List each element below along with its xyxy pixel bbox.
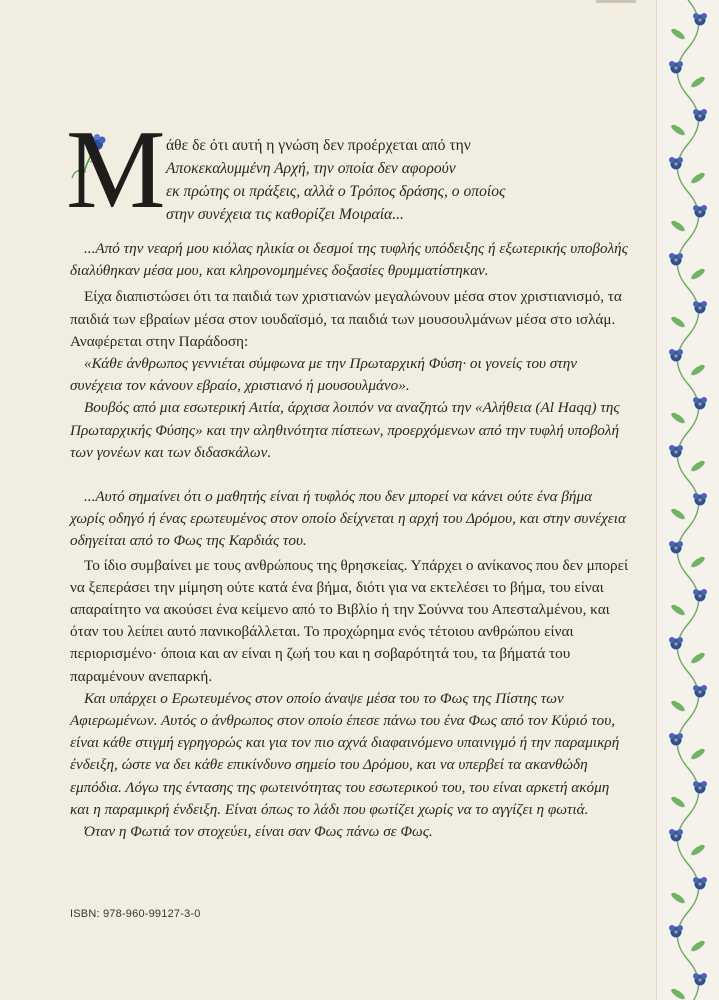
flower-motif-icon <box>670 589 707 617</box>
flower-motif-icon <box>669 637 706 665</box>
paragraph: Το ίδιο συμβαίνει με τους ανθρώπους της θρησκείας. Υπάρχει ο ανίκανος που δεν μπορεί να ξεπεράσει την μίμηση ούτε κατά ένα βήμα, διότι για να εκτελέσει το βήμα, του είναι απαραίτητο να ακούσει ένα κείμενο από το Βιβλίο ή την Σούννα του Απεσταλμένου, και όταν του λείπει αυτό πανικοβάλλεται. Το προχώρημα ενός τέτοιου ανθρώπου είναι περιορισμένο· όποια και αν είναι η ζωή του και η σοβαρότητά του, τα βήματά του παραμένουν ανεπαρκή. <box>70 556 629 685</box>
intro-line: εκ πρώτης οι πράξεις, αλλά ο Τρόπος δράσης, ο οποίος <box>166 183 506 200</box>
flower-motif-icon <box>669 253 706 281</box>
section-one <box>70 238 630 464</box>
intro-paragraph <box>166 134 636 226</box>
flower-motif-icon <box>670 109 707 137</box>
flower-motif-icon <box>669 157 706 185</box>
intro-line: Αποκεκαλυμμένη Αρχή, την οποία δεν αφορούν <box>166 160 456 177</box>
flower-motif-icon <box>670 205 707 233</box>
quote-paragraph: «Κάθε άνθρωπος γεννιέται σύμφωνα με την Πρωταρχική Φύση· οι γονείς του στην συνέχεια τον κάνουν εβραίο, χριστιανό ή μουσουλμάνο». <box>70 355 578 395</box>
flower-motif-icon <box>669 349 706 377</box>
floral-border <box>656 0 719 1000</box>
paragraph: Είχα διαπιστώσει ότι τα παιδιά των χριστιανών μεγαλώνουν μέσα στον χριστιανισμό, τα παιδιά των εβραίων μέσα στον ιουδαϊσμό, τα παιδιά των μουσουλμάνων μέσα στο ισλάμ. Αναφέρεται στην Παράδοση: <box>70 288 622 350</box>
flower-motif-icon <box>669 829 706 857</box>
flower-motif-icon <box>670 13 707 41</box>
floral-border-ornament <box>657 0 719 1000</box>
flower-motif-icon <box>669 733 706 761</box>
flower-motif-icon <box>669 445 706 473</box>
drop-cap-letter: Μ <box>66 108 166 232</box>
paragraph: ...Από την νεαρή μου κιόλας ηλικία οι δεσμοί της τυφλής υπόδειξης ή εξωτερικής υποβολής διαλύθηκαν μέσα μου, και κληρονομημένες δοξασίες θρυμματίστηκαν. <box>70 240 628 280</box>
isbn-label: ISBN: 978-960-99127-3-0 <box>70 908 201 920</box>
section-two <box>70 486 630 843</box>
flower-motif-icon <box>670 301 707 329</box>
flower-motif-icon <box>670 877 707 905</box>
flower-motif-icon <box>670 493 707 521</box>
flower-motif-icon <box>670 685 707 713</box>
flower-motif-icon <box>669 541 706 569</box>
flower-motif-icon <box>670 781 707 809</box>
flower-motif-icon <box>670 397 707 425</box>
flower-motif-icon <box>669 61 706 89</box>
intro-line: άθε δε ότι αυτή η γνώση δεν προέρχεται από την <box>166 137 471 154</box>
paragraph: Και υπάρχει ο Ερωτευμένος στον οποίο άναψε μέσα του το Φως της Πίστης των Αφιερωμένων. Αυτός ο άνθρωπος στον οποίο έπεσε πάνω του ένα Φως από τον Κύριό του, είναι κάθε στιγμή εγρηγορώς και για τον πιο αχνά διαφαινόμενο υπαινιγμό ή την παραμικρή ένδειξη, ώστε να δει κάθε επικίνδυνο σημείο του Δρόμου, και να υπερβεί τα ακανθώδη εμπόδια. Λόγω της έντασης της φωτεινότητας του εσωτερικού του, του είναι αρκετή ακόμη και η παραμικρή ένδειξη. Είναι όπως το λάδι που φωτίζει χωρίς να το αγγίζει η φωτιά. <box>70 689 620 818</box>
paragraph: Βουβός από μια εσωτερική Αιτία, άρχισα λοιπόν να αναζητώ την «Αλήθεια (Al Haqq) της Πρωταρχικής Φύσης» και την αληθινότητα πίστεων, προερχόμενων από την τυφλή υποβολή των γονέων και των διδασκάλων. <box>70 399 620 461</box>
paragraph: ...Αυτό σημαίνει ότι ο μαθητής είναι ή τυφλός που δεν μπορεί να κάνει ούτε ένα βήμα χωρίς οδηγό ή ένας ερωτευμένος στον οποίο δείχνεται η αρχή του Δρόμου, και στην συνέχεια οδηγείται από το Φως της Καρδιάς του. <box>70 488 626 550</box>
flower-motif-icon <box>669 925 706 953</box>
flower-motif-icon <box>670 973 707 1000</box>
paragraph: Όταν η Φωτιά τον στοχεύει, είναι σαν Φως πάνω σε Φως. <box>84 823 433 841</box>
drop-cap <box>66 108 166 232</box>
intro-line: στην συνέχεια τις καθορίζει Μοιραία... <box>166 206 404 223</box>
top-edge-mark <box>596 0 636 3</box>
